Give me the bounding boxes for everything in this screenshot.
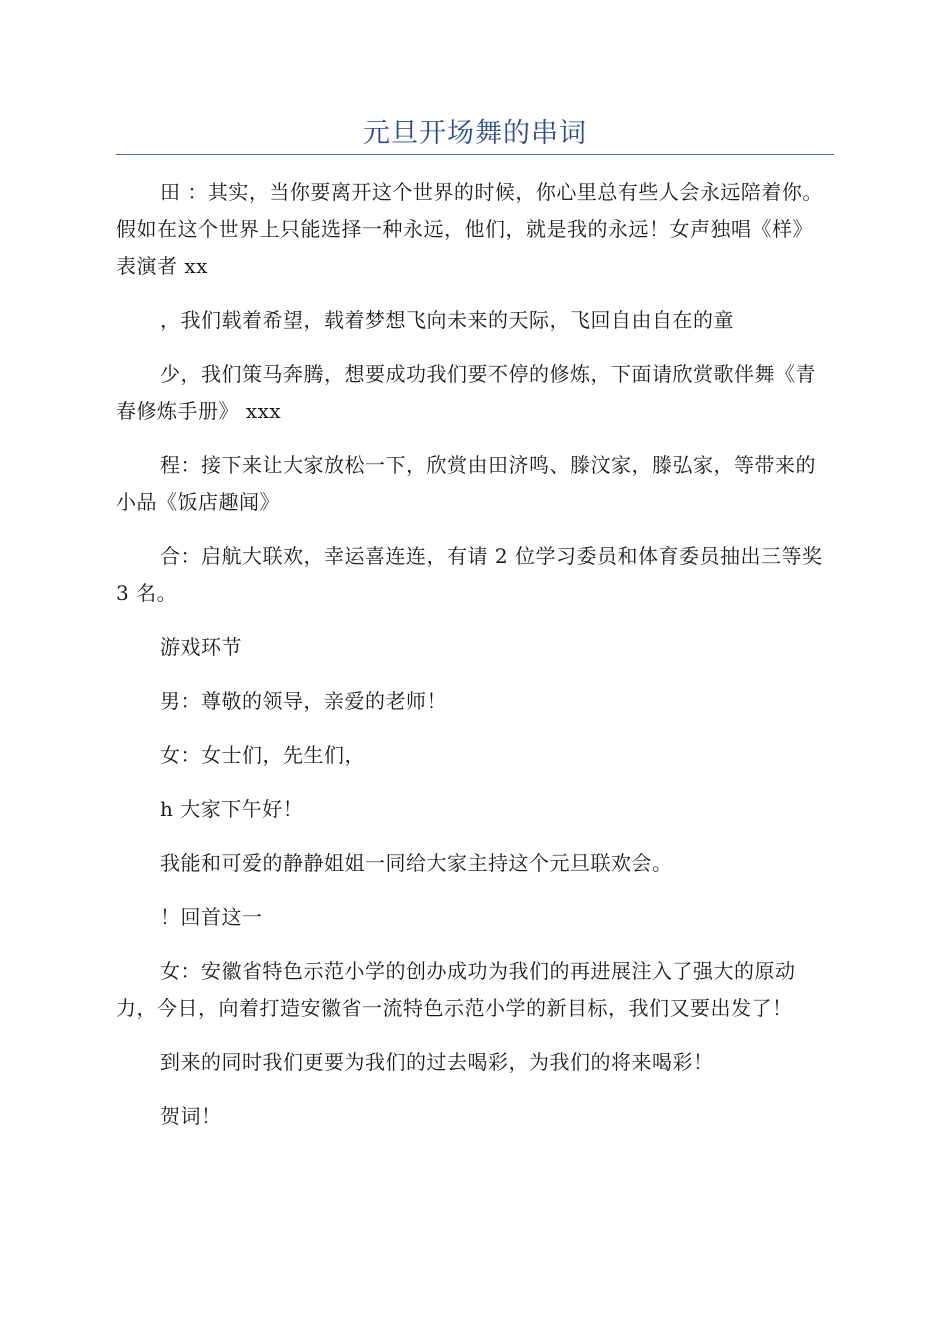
title-underline bbox=[116, 154, 834, 155]
paragraph: ，我们载着希望，载着梦想飞向未来的天际，飞回自由自在的童 bbox=[160, 308, 734, 332]
paragraph: ！回首这一 bbox=[160, 905, 263, 929]
paragraph: 我能和可爱的静静姐姐一同给大家主持这个元旦联欢会。 bbox=[160, 851, 673, 875]
paragraph: 游戏环节 bbox=[160, 635, 242, 659]
paragraph: 合：启航大联欢，幸运喜连连，有请 2 位学习委员和体育委员抽出三等奖 3 名。 bbox=[116, 544, 823, 605]
paragraph: 男：尊敬的领导，亲爱的老师！ bbox=[160, 689, 447, 713]
paragraph: 到来的同时我们更要为我们的过去喝彩，为我们的将来喝彩！ bbox=[160, 1050, 714, 1074]
document-title: 元旦开场舞的串词 bbox=[363, 118, 587, 149]
paragraph: 少，我们策马奔腾，想要成功我们要不停的修炼，下面请欣赏歌伴舞《青春修炼手册》 xxx bbox=[116, 362, 816, 423]
paragraph: 女：女士们，先生们， bbox=[160, 743, 365, 767]
paragraph: 程：接下来让大家放松一下，欣赏由田济鸣、滕汶家，滕弘家，等带来的小品《饭店趣闻》 bbox=[116, 453, 816, 514]
paragraph: 田 ：其实，当你要离开这个世界的时候，你心里总有些人会永远陪着你。假如在这个世界上只能选择一种永远，他们，就是我的永远！女声独唱《样》表演者 xx bbox=[116, 180, 823, 278]
paragraph: 女：安徽省特色示范小学的创办成功为我们的再进展注入了强大的原动力，今日，向着打造安徽省一流特色示范小学的新目标，我们又要出发了！ bbox=[116, 959, 796, 1020]
paragraph: h 大家下午好！ bbox=[160, 797, 304, 821]
document-body bbox=[116, 174, 832, 1152]
paragraph: 贺词！ bbox=[160, 1104, 222, 1128]
